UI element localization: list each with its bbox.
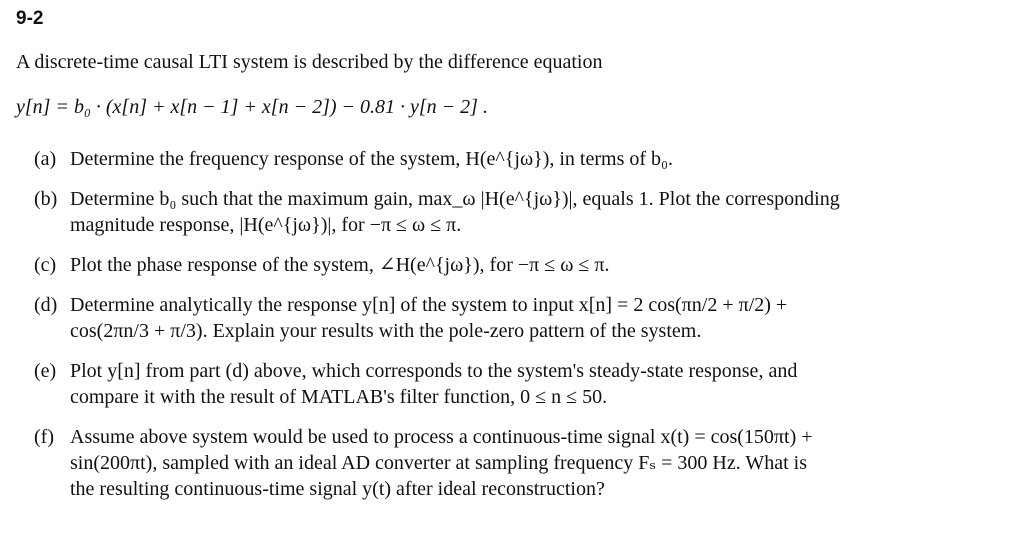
part-b [34, 186, 974, 238]
part-a [34, 146, 974, 172]
part-label: (d) [34, 294, 58, 316]
part-label: (c) [34, 254, 57, 276]
part-line: Plot y[n] from part (d) above, which corresponds to the system's steady-state response, and [70, 360, 798, 382]
part-line: Plot the phase response of the system, ∠H(e^{jω}), for −π ≤ ω ≤ π. [70, 254, 610, 276]
part-line: Determine b₀ such that the maximum gain, max_ω |H(e^{jω})|, equals 1. Plot the corresponding [70, 188, 840, 210]
part-line: Determine analytically the response y[n] of the system to input x[n] = 2 cos(πn/2 + π/2) + [70, 294, 788, 316]
part-label: (b) [34, 188, 58, 210]
problem-number: 9-2 [16, 8, 44, 29]
part-line: cos(2πn/3 + π/3). Explain your results with the pole-zero pattern of the system. [70, 320, 702, 342]
part-d [34, 292, 974, 344]
part-text [70, 424, 974, 502]
part-line: Assume above system would be used to process a continuous-time signal x(t) = cos(150πt) + [70, 426, 813, 448]
part-text [70, 146, 974, 172]
part-text [70, 186, 974, 238]
part-f [34, 424, 974, 502]
part-text [70, 292, 974, 344]
problem-intro: A discrete-time causal LTI system is described by the difference equation [16, 51, 603, 73]
part-label: (a) [34, 148, 57, 170]
part-line: the resulting continuous-time signal y(t) after ideal reconstruction? [70, 478, 605, 500]
difference-equation: y[n] = b₀ · (x[n] + x[n − 1] + x[n − 2]) − 0.81 · y[n − 2] . [16, 96, 488, 118]
part-label: (e) [34, 360, 57, 382]
part-line: magnitude response, |H(e^{jω})|, for −π ≤ ω ≤ π. [70, 214, 462, 236]
part-c [34, 252, 974, 278]
part-e [34, 358, 974, 410]
part-line: compare it with the result of MATLAB's filter function, 0 ≤ n ≤ 50. [70, 386, 608, 408]
part-text [70, 252, 974, 278]
part-text [70, 358, 974, 410]
part-line: Determine the frequency response of the system, H(e^{jω}), in terms of b₀. [70, 148, 673, 170]
part-label: (f) [34, 426, 54, 448]
problem-parts [34, 146, 974, 516]
part-line: sin(200πt), sampled with an ideal AD converter at sampling frequency Fₛ = 300 Hz. What is [70, 452, 808, 474]
